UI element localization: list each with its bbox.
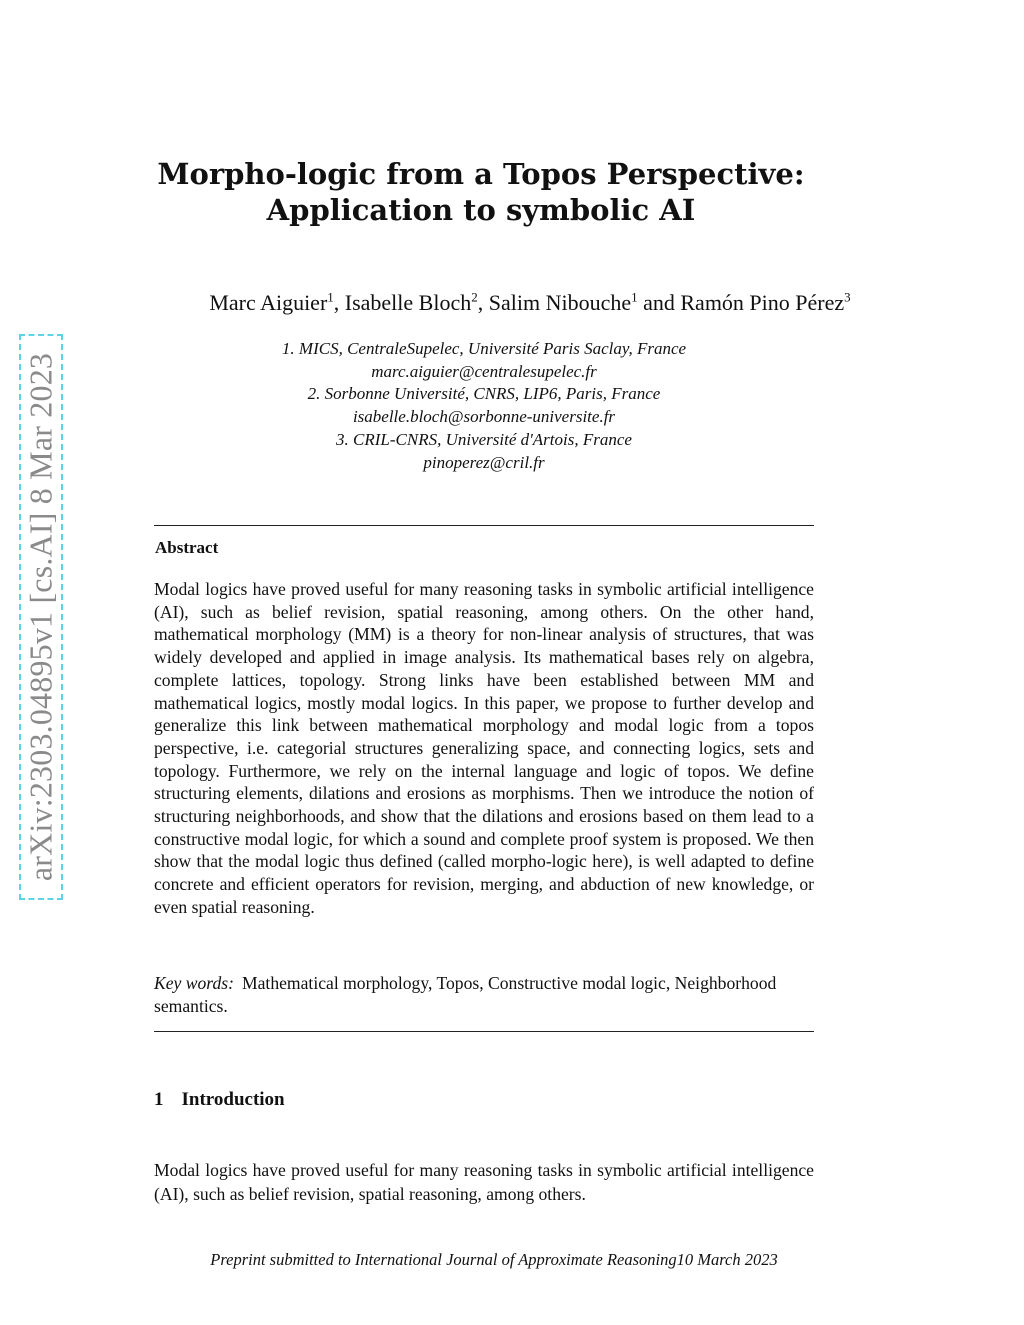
- affiliation-line: 1. MICS, CentraleSupelec, Université Paris Saclay, France: [281, 339, 687, 358]
- author-list: [0, 290, 1024, 316]
- author-name: Salim Nibouche: [488, 290, 632, 315]
- author-name: Marc Aiguier: [209, 290, 328, 315]
- paper-title: [0, 156, 962, 228]
- affiliation-line: 3. CRIL-CNRS, Université d'Artois, France: [336, 429, 632, 449]
- affiliations: [0, 338, 968, 474]
- email-line[interactable]: marc.aiguier@centralesupelec.fr: [371, 361, 597, 381]
- intro-paragraph: Modal logics have proved useful for many reasoning tasks in symbolic artificial intelligence (AI), such as belief revision, spatial reasoning, among others.: [154, 1160, 814, 1204]
- title-line-1: Morpho-logic from a Topos Perspective:: [157, 157, 805, 191]
- abstract-text: Modal logics have proved useful for many reasoning tasks in symbolic artificial intelligence (AI), such as belief revision, spatial reasoning, among others. On the other hand, mathematical morphology (MM) is a theory for non-linear analysis of structures, that was widely developed and applied in image analysis. Its mathematical bases rely on algebra, complete lattices, topology. Strong links have been established between MM and mathematical logics, mostly modal logics. In this paper, we propose to further develop and generalize this link between mathematical morphology and modal logic from a topos perspective, i.e. categorial structures generalizing space, and connecting logics, sets and topology. Furthermore, we rely on the internal language and logic of topos. We define structuring elements, dilations and erosions as morphisms. Then we introduce the notion of structuring neighborhoods, and show that the dilations and erosions based on them lead to a constructive modal logic, for which a sound and complete proof system is proposed. We then show that the modal logic thus defined (called morpho-logic here), is well adapted to define concrete and efficient operators for revision, merging, and abduction of new knowledge, or even spatial reasoning.: [154, 579, 814, 917]
- author-affil-mark: 3: [844, 289, 851, 305]
- preprint-footer: Preprint submitted to International Journal of Approximate Reasoning10 March 2023: [210, 1250, 778, 1269]
- email-line[interactable]: isabelle.bloch@sorbonne-universite.fr: [352, 407, 616, 427]
- author-separator: ,: [333, 290, 345, 315]
- keywords-label: Key words:: [154, 973, 234, 993]
- author-name: Isabelle Bloch: [344, 290, 472, 315]
- abstract-bottom-rule: [154, 1031, 814, 1032]
- arxiv-id: arXiv:2303.04895v1 [cs.AI] 8 Mar 2023: [22, 352, 59, 882]
- abstract-top-rule: [154, 525, 814, 526]
- section-heading: [154, 1089, 285, 1111]
- author-affil-mark: 1: [327, 289, 334, 305]
- author-affil-mark: 2: [471, 289, 478, 305]
- author-name: Ramón Pino Pérez: [680, 290, 845, 315]
- affiliation-line: 2. Sorbonne Université, CNRS, LIP6, Paris, France: [307, 384, 661, 404]
- keywords: [154, 972, 814, 1017]
- abstract-heading: Abstract: [155, 538, 219, 557]
- section-number: 1: [154, 1089, 164, 1110]
- author-affil-mark: 1: [631, 289, 638, 305]
- author-separator: ,: [477, 290, 489, 315]
- section-title: Introduction: [181, 1089, 285, 1110]
- title-line-2: Application to symbolic AI: [266, 193, 696, 227]
- email-line[interactable]: pinoperez@cril.fr: [423, 452, 545, 472]
- author-separator: and: [637, 290, 681, 315]
- keywords-text: Mathematical morphology, Topos, Constructive modal logic, Neighborhood semantics.: [154, 973, 777, 1016]
